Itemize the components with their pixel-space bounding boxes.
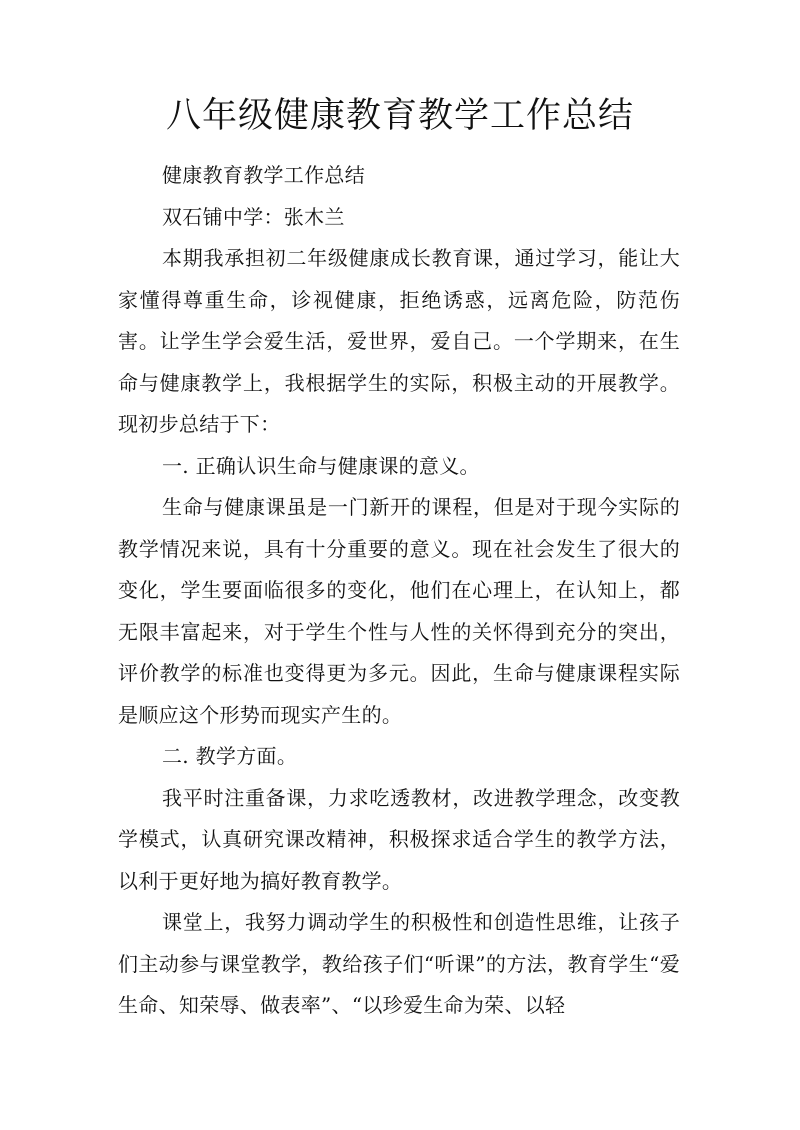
paragraph-subtitle: 健康教育教学工作总结 — [162, 163, 365, 187]
section-heading-2: 二. 教学方面。 — [162, 744, 298, 768]
paragraph-section-2a: 我平时注重备课，力求吃透教材，改进教学理念，改变教学模式，认真研究课改精神，积极探求适合学生的教学方法，以利于更好地为搞好教育教学。 — [118, 785, 680, 893]
paragraph-author: 双石铺中学：张木兰 — [162, 204, 345, 229]
paragraph-section-2b: 课堂上，我努力调动学生的积极性和创造性思维，让孩子们主动参与课堂教学，教给孩子们“听课”的方法，教育学生“爱生命、知荣辱、做表率”、“以珍爱生命为荣、以轻 — [118, 910, 680, 1017]
document-body — [118, 155, 680, 1027]
document-title: 八年级健康教育教学工作总结 — [165, 96, 634, 136]
paragraph-section-1: 生命与健康课虽是一门新开的课程，但是对于现今实际的教学情况来说，具有十分重要的意义。现在社会发生了很大的变化，学生要面临很多的变化，他们在心理上，在认知上，都无限丰富起来，对于学生个性与人性的关怀得到充分的突出，评价教学的标准也变得更为多元。因此，生命与健康课程实际是顺应这个形势而现实产生的。 — [118, 495, 680, 727]
paragraph-intro: 本期我承担初二年级健康成长教育课，通过学习，能让大家懂得尊重生命，诊视健康，拒绝诱惑，远离危险，防范伤害。让学生学会爱生活，爱世界，爱自己。一个学期来，在生命与健康教学上，我根据学生的实际，积极主动的开展教学。现初步总结于下： — [118, 246, 680, 436]
section-heading-1: 一. 正确认识生命与健康课的意义。 — [162, 453, 480, 478]
